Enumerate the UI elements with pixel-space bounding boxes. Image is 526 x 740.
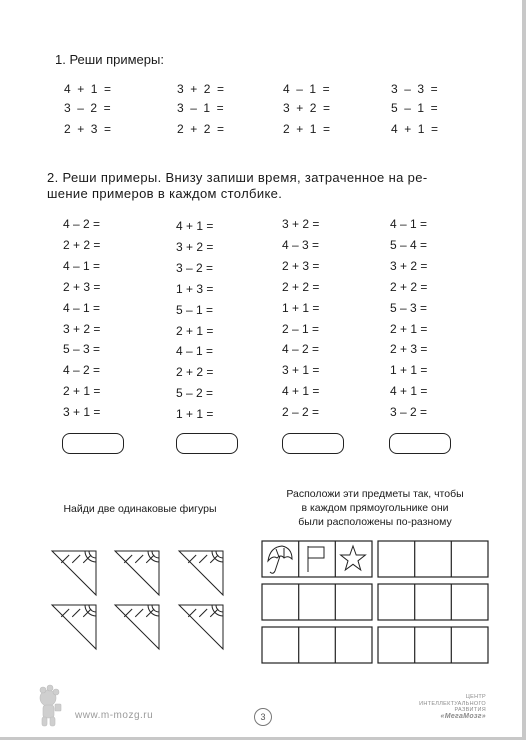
- task1-example: 2 + 3 =: [64, 122, 113, 136]
- task2-example: 2 + 3 =: [282, 258, 320, 273]
- task2-example: 2 + 1 =: [176, 323, 214, 338]
- task2-example: 2 + 2 =: [390, 279, 428, 294]
- task1-example: 3 – 2 =: [64, 101, 113, 115]
- task2-example: 2 + 3 =: [390, 342, 428, 357]
- brand-block: [400, 694, 486, 720]
- task2-example: 2 + 2 =: [282, 279, 320, 294]
- task2-example: 1 + 1 =: [176, 407, 214, 422]
- task2-example: 4 + 1 =: [282, 384, 320, 399]
- task2-example: 3 – 2 =: [390, 405, 428, 420]
- task2-example: 4 + 1 =: [176, 219, 214, 233]
- task2-example: 3 + 2 =: [176, 239, 214, 254]
- task2-example: 2 + 3 =: [63, 279, 101, 294]
- task1-example: 3 + 2 =: [283, 101, 332, 115]
- task1-example: 4 – 1 =: [283, 82, 332, 96]
- task2-heading-line2: шение примеров в каждом столбике.: [47, 186, 283, 201]
- task1-example: 3 – 3 =: [391, 82, 440, 96]
- task2-example: 5 – 2 =: [176, 386, 214, 401]
- task1-example: 2 + 2 =: [177, 122, 226, 136]
- task1-example: 3 + 2 =: [177, 82, 226, 96]
- page-number: 3: [254, 708, 272, 726]
- task2-example: 4 – 1 =: [176, 344, 214, 359]
- task2-example: 5 – 4 =: [390, 237, 428, 252]
- task2-example: 4 – 1 =: [63, 258, 101, 273]
- task3-label: Найди две одинаковые фигуры: [63, 503, 217, 515]
- brand-line2: ИНТЕЛЛЕКТУАЛЬНОГО: [419, 700, 486, 707]
- task1-example: 4 + 1 =: [64, 82, 113, 96]
- task1-heading: 1. Реши примеры:: [55, 52, 164, 67]
- task2-example: 4 – 2 =: [63, 363, 101, 378]
- task2-example: 3 + 2 =: [390, 258, 428, 273]
- task2-example: 3 + 1 =: [282, 363, 320, 378]
- task1-example: 2 + 1 =: [283, 122, 332, 136]
- task2-example: 4 – 1 =: [63, 300, 101, 315]
- task2-example: 4 – 2 =: [63, 217, 101, 231]
- task2-example: 2 + 2 =: [176, 365, 214, 380]
- task2-example: 2 + 1 =: [390, 321, 428, 336]
- brand-line1: ЦЕНТР: [465, 694, 486, 700]
- task2-example: 5 – 3 =: [63, 342, 101, 357]
- task2-heading-line1: 2. Реши примеры. Внизу запиши время, затраченное на ре-: [47, 170, 428, 185]
- task2-example: 1 + 1 =: [390, 363, 428, 378]
- task2-example: 4 + 1 =: [390, 384, 428, 399]
- task2-example: 5 – 3 =: [390, 300, 428, 315]
- task2-example: 1 + 1 =: [282, 300, 320, 315]
- task4-line3: были расположены по-разному: [298, 516, 452, 528]
- brand-line3: РАЗВИТИЯ: [454, 707, 486, 713]
- brand-name: «МегаМозг»: [440, 712, 486, 720]
- task2-example: 2 – 1 =: [282, 321, 320, 336]
- task2-example: 5 – 1 =: [176, 302, 214, 317]
- task2-example: 3 + 2 =: [63, 321, 101, 336]
- website-url[interactable]: www.m-mozg.ru: [75, 710, 154, 721]
- task2-example: 2 – 2 =: [282, 405, 320, 420]
- task2-example: 2 + 2 =: [63, 237, 101, 252]
- task1-example: 5 – 1 =: [391, 101, 440, 115]
- task2-example: 4 – 1 =: [390, 217, 428, 231]
- task2-example: 2 + 1 =: [63, 384, 101, 399]
- task2-example: 3 + 2 =: [282, 217, 320, 231]
- task2-example: 3 + 1 =: [63, 405, 101, 420]
- task4-line1: Расположи эти предметы так, чтобы: [286, 488, 464, 500]
- task2-example: 3 – 2 =: [176, 260, 214, 275]
- task1-example: 4 + 1 =: [391, 122, 440, 136]
- task2-example: 4 – 2 =: [282, 342, 320, 357]
- task1-example: 3 – 1 =: [177, 101, 226, 115]
- task4-line2: в каждом прямоугольнике они: [301, 502, 449, 514]
- task2-example: 1 + 3 =: [176, 281, 214, 296]
- task2-example: 4 – 3 =: [282, 237, 320, 252]
